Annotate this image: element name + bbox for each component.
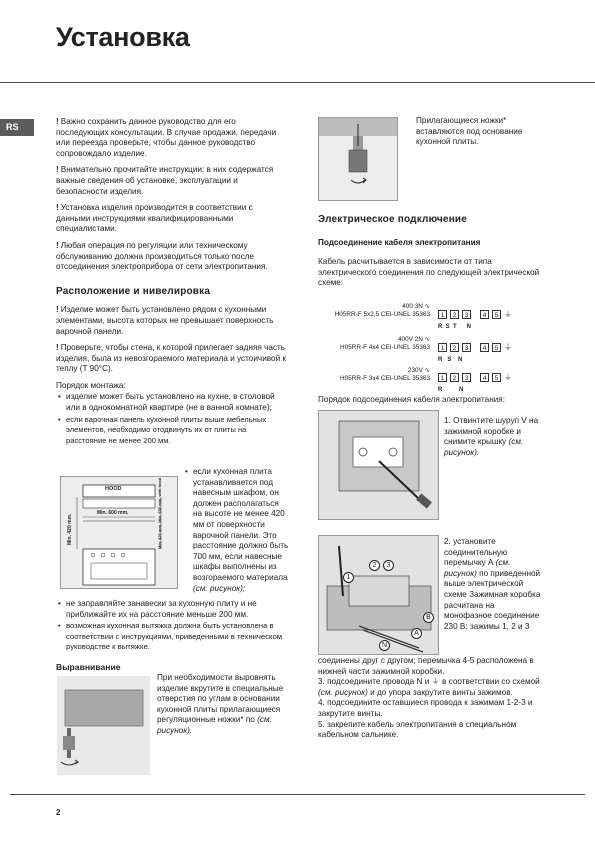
- left-column: [56, 117, 288, 447]
- mount-intro: Порядок монтажа:: [56, 380, 126, 390]
- hood-clearance-figure: [60, 476, 178, 589]
- label-3: 3: [383, 560, 394, 571]
- placement-heading: Расположение и нивелировка: [56, 285, 211, 297]
- step-2-ref: (см. рисунок): [444, 558, 511, 578]
- language-tab: RS: [0, 119, 34, 136]
- hood-item-ref: (см. рисунок);: [193, 583, 246, 593]
- label-a: A: [411, 628, 422, 639]
- wiring-row-2-terminals: 1 2 3 4 5 ⏚ R S N: [438, 343, 512, 363]
- label-2: 2: [369, 560, 380, 571]
- placement-note-1: ! Изделие может быть установлено рядом с кухонными элементами, высота которых не превышает поверхность варочной панели.: [56, 305, 274, 336]
- page-title: Установка: [56, 22, 190, 52]
- leveling-figure: [57, 676, 150, 775]
- note-2: ! Внимательно прочитайте инструкции: в них содержатся важные сведения об установке, эксплуатации и безопасности изделия.: [56, 165, 274, 196]
- step-4: 4. подсоедините оставшиеся провода к зажимам 1-2-3 и закрутите винты.: [318, 698, 533, 718]
- step-2: 2. установите соединительную перемычку А (см. рисунок) по приведенной выше электрической схеме Зажимная коробка расчитана на монофазное соединение 230 В: зажимы 1, 2 и 3: [444, 537, 541, 631]
- hood-bullet: [183, 467, 289, 595]
- hood-item-text: если кухонная плита устанавливается под навесным шкафом, он должен располагаться на высоте не менее 420 мм от поверхности варочной панели. Это расстояние должно быть 700 мм, если навесные шкафы выполнены из возгораемого материала: [193, 467, 289, 582]
- leveling-ref: (см. рисунок).: [157, 715, 272, 735]
- page-number: 2: [56, 808, 61, 817]
- step-5: 5. закрепите кабель электропитания в специальном кабельном сальнике.: [318, 719, 517, 740]
- min-600-label: Min. 600 mm.: [97, 510, 129, 516]
- wiring-row-1-letters: R S T N: [438, 324, 472, 330]
- note-3: ! Установка изделия производится в соответствии с данными инструкциями квалифицированными специалистами.: [56, 203, 253, 234]
- wiring-row-2-label: 400V 2N ∿ H05RR-F 4x4 CEI-UNEL 35363: [340, 336, 430, 351]
- cable-text: Кабель расчитывается в зависимости от типа электрического соединения по следующей электрической схеме:: [318, 257, 540, 288]
- mount-item-1: • изделие может быть установлено на кухне, в столовой или в однокомнатной квартире (не в ванной комнате);: [66, 392, 288, 413]
- label-1: 1: [343, 572, 354, 583]
- step-3: 3. подсоедините провода N и ⏚ в соответствии со схемой (см. рисунок) и до упора закрутите винты зажимов.: [318, 677, 540, 697]
- step-2-cont: соединены друг с другом; перемычка 4-5 расположена в нижней части зажимной коробки.: [318, 656, 534, 676]
- min-420-label: Min. 420 mm.: [67, 513, 73, 545]
- step-3-ref: (см. рисунок): [318, 687, 368, 697]
- feet-text: Прилагающиеся ножки* вставляются под основание кухонной плиты.: [416, 116, 523, 147]
- label-n: N: [379, 640, 390, 651]
- mount-item-2: • если варочная панель кухонной плиты выше мебельных элементов, необходимо отодвинуть их от плиты на расстояние не менее 200 мм.: [66, 415, 288, 447]
- wiring-row-3-letters: R N: [438, 387, 464, 393]
- mount-items-after: [56, 599, 292, 654]
- feet-figure: [318, 117, 398, 201]
- placement-note-2: ! Проверьте, чтобы стена, к которой прилегает задняя часть изделия, была из невозгораемого материала и устоичивой к теплу (T 90°C).: [56, 343, 287, 374]
- step-1: 1. Отвинтите шуруп V на зажимной коробке и снимите крышку (см. рисунок).: [444, 416, 539, 457]
- leveling-heading: Выравнивание: [56, 662, 121, 672]
- terminal-box-figure-2: [318, 535, 439, 655]
- min-420-hood-label: Min. 420 mm. Min. 650 mm. with hood: [157, 477, 162, 549]
- note-4: ! Любая операция по регуляции или техническому обслуживанию должна производиться только после отсоединения электроприбора от сети электропитания.: [56, 240, 268, 272]
- electric-heading: Электрическое подключение: [318, 214, 468, 225]
- leveling-text-block: [157, 673, 287, 743]
- step-1-ref: (см. рисунок).: [444, 437, 524, 457]
- mount-item-3: • не заправляйте занавески за кухонную плиту и не приближайте их на расстояние меньше 200 мм.: [66, 599, 292, 620]
- steps-remaining: [318, 656, 546, 741]
- order-heading: Порядок подсоединения кабеля электропитания:: [318, 395, 506, 404]
- wiring-row-3-label: 230V ∿ H05RR-F 3x4 CEI-UNEL 35363: [340, 367, 430, 382]
- cable-heading: Подсоединение кабеля электропитания: [318, 238, 481, 247]
- wiring-row-3-terminals: 1 2 3 4 5 ⏚ R N: [438, 373, 512, 393]
- header-rule: [0, 82, 595, 83]
- wiring-row-1-label: 400 3N ∿ H05RR-F 5x2,5 CEI-UNEL 35363: [334, 303, 430, 318]
- leveling-text: При необходимости выровнять изделие вкрутите в специальные отверстия по углам в основании кухонной плиты прилагающиеся регуляционные ножки* по: [157, 673, 284, 725]
- note-1: ! Важно сохранить данное руководство для его последующих консультации. В случае продажи, передачи или переезда проверьте, чтобы данное руководство сопровождало изделие.: [56, 117, 277, 158]
- footer-rule: [10, 794, 585, 795]
- terminal-box-figure-1: [318, 410, 439, 520]
- wiring-row-2-letters: R S N: [438, 357, 463, 363]
- mount-item-4: • возможная кухонная вытяжка должна быть установлена в соответствии с инструкциями, приведенными в техническом руководстве к вытяжке.: [66, 621, 292, 653]
- label-b: B: [423, 612, 434, 623]
- wiring-row-1-terminals: 1 2 3 4 5 ⏚ R S T N: [438, 310, 512, 330]
- hood-label: HOOD: [105, 486, 122, 492]
